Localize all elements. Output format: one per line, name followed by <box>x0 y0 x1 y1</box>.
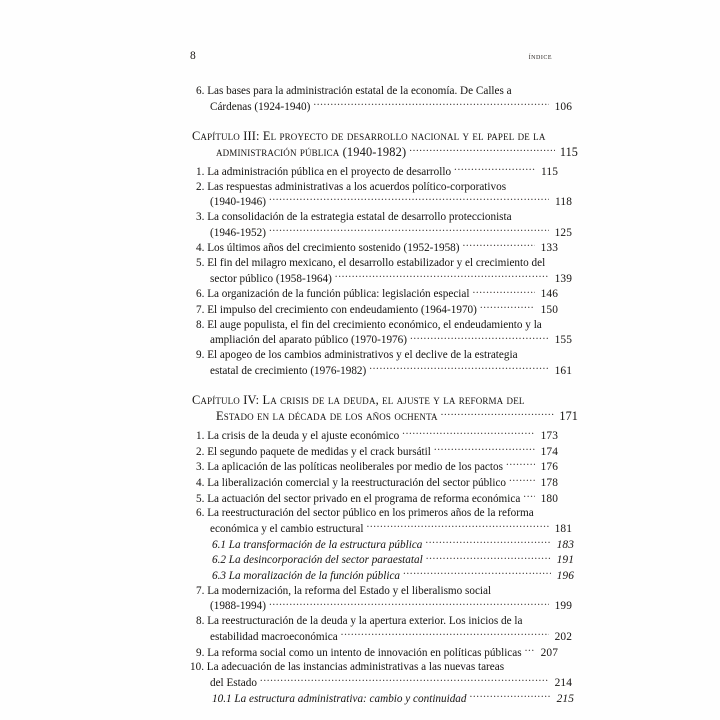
toc-entry[interactable] <box>190 584 572 614</box>
toc-page-number: 196 <box>556 570 574 583</box>
toc-line <box>190 270 572 286</box>
toc-entry-title: Estado en la década de los años ochenta <box>216 409 438 424</box>
toc-line <box>190 491 558 507</box>
toc-page-number: 106 <box>554 100 572 113</box>
toc-entry-title: (1988-1994) <box>210 600 266 613</box>
toc-line <box>190 629 572 645</box>
toc-entry-title: sector público (1958-1964) <box>210 272 332 285</box>
toc-subentry[interactable] <box>190 690 574 706</box>
toc-entry-title: 8. La reestructuración de la deuda y la apertura exterior. Los inicios de la <box>196 615 523 628</box>
toc-line <box>190 129 554 144</box>
dot-leader <box>506 459 535 470</box>
toc-line <box>190 584 558 599</box>
toc-line <box>190 614 558 629</box>
toc-entry-title: 9. El apogeo de los cambios administrativos y el declive de la estrategia <box>196 348 518 361</box>
running-title: índice <box>528 51 552 61</box>
dot-leader <box>410 332 549 343</box>
dot-leader <box>523 491 535 502</box>
toc-line <box>190 568 574 584</box>
toc-entry[interactable] <box>190 614 572 644</box>
dot-leader <box>472 286 535 297</box>
toc-entry[interactable] <box>190 348 572 378</box>
toc-entry[interactable] <box>190 475 558 491</box>
toc-page-number: 115 <box>559 145 578 160</box>
toc-page-number: 155 <box>554 334 572 347</box>
toc-entry-title: (1940-1946) <box>210 196 266 209</box>
toc-line <box>190 194 572 210</box>
toc-line <box>190 393 554 408</box>
toc-subentry[interactable] <box>190 552 574 568</box>
dot-leader <box>454 164 535 175</box>
toc-line <box>190 256 558 271</box>
toc-entry[interactable] <box>190 302 558 318</box>
dot-leader <box>366 521 549 532</box>
toc-entry-title: 6.2 La desincorporación del sector paraestatal <box>212 554 423 567</box>
toc-chapter-entry[interactable] <box>190 393 578 424</box>
toc-entry-title: Capítulo IV: La crisis de la deuda, el ajuste y la reforma del <box>192 393 525 408</box>
toc-entry-title: 7. La modernización, la reforma del Estado y el liberalismo social <box>196 584 492 597</box>
toc-entry-title: estatal de crecimiento (1976-1982) <box>210 364 367 377</box>
toc-entry-title: 10. La adecuación de las instancias administrativas a las nuevas tareas <box>190 661 505 674</box>
toc-page-number: 178 <box>540 476 558 489</box>
toc-page-number: 150 <box>540 304 558 316</box>
toc-entry-title: administración pública (1940-1982) <box>216 145 407 160</box>
toc-entry-title: 6. La organización de la función pública: legislación especial <box>196 288 470 301</box>
toc-page-number: 180 <box>540 492 558 505</box>
dot-leader <box>525 644 535 655</box>
toc-line <box>190 362 572 378</box>
toc-page-number: 139 <box>554 272 572 285</box>
toc-line <box>190 598 572 614</box>
dot-leader <box>434 443 535 454</box>
toc-line <box>190 164 558 180</box>
toc-entry[interactable] <box>190 84 572 114</box>
section-spacer <box>190 114 552 129</box>
toc-entry[interactable] <box>190 164 558 180</box>
toc-page-number: 146 <box>540 288 558 301</box>
toc-line <box>190 99 572 115</box>
dot-leader <box>425 537 551 548</box>
toc-line <box>190 302 558 318</box>
toc-subentry[interactable] <box>190 537 574 553</box>
toc-entry-title: ampliación del aparato público (1970-1976) <box>210 334 407 347</box>
dot-leader <box>402 428 535 439</box>
toc-page-number: 173 <box>540 429 558 442</box>
toc-entry-title: 10.1 La estructura administrativa: cambio y continuidad <box>212 692 467 705</box>
toc-page-number: 181 <box>554 523 572 535</box>
toc-entry[interactable] <box>190 286 558 302</box>
toc-line <box>190 475 558 491</box>
toc-entry[interactable] <box>190 428 558 444</box>
toc-line <box>190 660 552 675</box>
toc-entry-title: 5. La actuación del sector privado en el programa de reforma económica <box>196 492 521 505</box>
toc-line <box>190 690 574 706</box>
toc-subentry[interactable] <box>190 568 574 584</box>
dot-leader <box>409 144 555 156</box>
toc-page-number: 161 <box>554 364 572 377</box>
toc-entry-title: 6.1 La transformación de la estructura pública <box>212 538 423 551</box>
toc-line <box>190 348 558 363</box>
toc-page-number: 171 <box>559 409 578 424</box>
toc-line <box>190 408 578 424</box>
toc-page-number: 176 <box>540 461 558 474</box>
dot-leader <box>480 302 535 313</box>
toc-entry-title: 5. El fin del milagro mexicano, el desarrollo estabilizador y el crecimiento del <box>196 256 546 269</box>
toc-entry-title: 9. La reforma social como un intento de innovación en políticas públicas <box>196 646 522 659</box>
toc-entry[interactable] <box>190 459 558 475</box>
toc-entry-title: 4. La liberalización comercial y la reestructuración del sector público <box>196 476 506 489</box>
dot-leader <box>369 362 549 373</box>
toc-line <box>190 332 572 348</box>
toc-page-number: 118 <box>555 196 572 209</box>
dot-leader <box>335 270 549 281</box>
dot-leader <box>441 408 555 420</box>
toc-line <box>190 224 572 240</box>
toc-page-number: 125 <box>554 226 572 239</box>
toc-line <box>190 443 558 459</box>
toc-line <box>190 286 558 302</box>
toc-entry-title: Cárdenas (1924-1940) <box>210 100 311 113</box>
toc-line <box>190 675 572 691</box>
toc-line <box>190 144 578 160</box>
table-of-contents <box>190 84 578 706</box>
toc-page-number: 133 <box>540 242 558 255</box>
dot-leader <box>269 224 549 235</box>
toc-entry-title: económica y el cambio estructural <box>210 523 364 535</box>
dot-leader <box>313 99 549 110</box>
toc-page-number: 174 <box>540 445 558 458</box>
toc-page-number: 115 <box>541 165 558 178</box>
toc-line <box>190 318 558 333</box>
toc-page-number: 199 <box>554 600 572 613</box>
toc-entry-title: 2. El segundo paquete de medidas y el crack bursátil <box>196 445 431 458</box>
toc-entry-title: 2. Las respuestas administrativas a los acuerdos político-corporativos <box>196 180 507 193</box>
toc-entry[interactable] <box>190 506 572 536</box>
toc-line <box>190 521 572 537</box>
toc-entry[interactable] <box>190 240 558 256</box>
toc-entry-title: 4. Los últimos años del crecimiento sostenido (1952-1958) <box>196 242 460 255</box>
page-folio: 8 <box>190 50 196 62</box>
section-spacer <box>190 378 552 393</box>
toc-line <box>190 180 558 195</box>
toc-page-number: 215 <box>556 692 574 705</box>
toc-entry-title: del Estado <box>210 676 257 689</box>
toc-entry-title: 3. La aplicación de las políticas neoliberales por medio de los pactos <box>196 461 503 474</box>
toc-line <box>190 210 558 225</box>
toc-entry[interactable] <box>190 644 558 660</box>
toc-entry-title: estabilidad macroeconómica <box>210 630 338 643</box>
toc-line <box>190 84 558 99</box>
dot-leader <box>269 598 549 609</box>
toc-entry-title: 7. El impulso del crecimiento con endeudamiento (1964-1970) <box>196 304 477 316</box>
toc-chapter-entry[interactable] <box>190 129 578 160</box>
dot-leader <box>403 568 551 579</box>
toc-page-number: 214 <box>554 676 572 689</box>
toc-entry-title: 1. La administración pública en el proyecto de desarrollo <box>196 165 452 178</box>
dot-leader <box>269 194 549 205</box>
dot-leader <box>341 629 549 640</box>
running-head <box>190 50 552 64</box>
toc-line <box>190 506 558 521</box>
toc-entry[interactable] <box>190 180 572 210</box>
toc-entry-title: 8. El auge populista, el fin del crecimiento económico, el endeudamiento y la <box>196 318 542 331</box>
toc-entry-title: 3. La consolidación de la estrategia estatal de desarrollo proteccionista <box>196 210 512 223</box>
dot-leader <box>260 675 549 686</box>
toc-entry[interactable] <box>190 210 572 240</box>
toc-entry[interactable] <box>190 256 572 286</box>
dot-leader <box>509 475 535 486</box>
dot-leader <box>463 240 536 251</box>
toc-entry-title: 6. Las bases para la administración estatal de la economía. De Calles a <box>196 85 512 97</box>
dot-leader <box>426 552 551 563</box>
toc-line <box>190 537 574 553</box>
toc-page-number: 183 <box>556 538 574 551</box>
dot-leader <box>470 690 552 701</box>
toc-entry-title: 6.3 La moralización de la función pública <box>212 570 401 583</box>
toc-line <box>190 428 558 444</box>
toc-entry-title: 6. La reestructuración del sector público en los primeros años de la reforma <box>196 507 534 520</box>
toc-page-number: 202 <box>554 630 572 643</box>
toc-line <box>190 240 558 256</box>
toc-entry-title: 1. La crisis de la deuda y el ajuste económico <box>196 429 400 442</box>
toc-page-number: 191 <box>556 554 574 567</box>
toc-line <box>190 644 558 660</box>
toc-page-number: 207 <box>540 646 558 659</box>
toc-entry-title: (1946-1952) <box>210 226 266 239</box>
toc-entry[interactable] <box>190 660 572 690</box>
toc-entry[interactable] <box>190 318 572 348</box>
toc-entry[interactable] <box>190 443 558 459</box>
toc-line <box>190 552 574 568</box>
toc-entry[interactable] <box>190 491 558 507</box>
toc-entry-title: Capítulo III: El proyecto de desarrollo nacional y el papel de la <box>192 129 546 144</box>
toc-line <box>190 459 558 475</box>
